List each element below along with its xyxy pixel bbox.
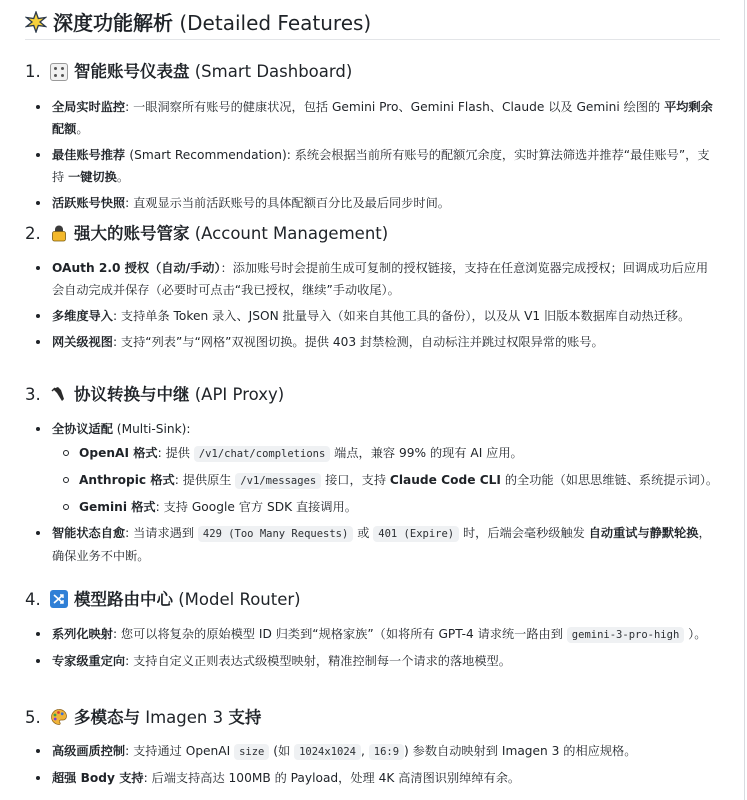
param-code: size [234,744,269,760]
multimodal-feature-list [25,740,720,793]
content-right-border [744,0,745,800]
router-feature-list [25,623,720,676]
sparkle-star-icon [25,11,47,41]
section-heading-smart-dashboard: 1. 智能账号仪表盘 (Smart Dashboard) [25,62,353,81]
param-code: 16:9 [369,744,404,760]
markdown-document [25,0,720,785]
list-item: 活跃账号快照: 直观显示当前活跃账号的具体配额百分比及最后同步时间。 [25,192,720,214]
list-item: 多维度导入: 支持单条 Token 录入、JSON 批量导入（如来自其他工具的备份），以及从 V1 旧版本数据库自动热迁移。 [25,305,720,327]
status-code: 401 (Expire) [373,526,459,542]
param-code: 1024x1024 [294,744,361,760]
list-item: 超强 Body 支持: 后端支持高达 100MB 的 Payload，处理 4K 高清图识别绰绰有余。 [25,767,720,789]
section-heading-multimodal: 5. 多模态与 Imagen 3 支持 [25,707,261,732]
list-item: 网关级视图: 支持“列表”与“网格”双视图切换。提供 403 封禁检测，自动标注并跳过权限异常的账号。 [25,331,720,353]
section-heading-model-router: 4. 模型路由中心 (Model Router) [25,590,301,609]
list-item: 全局实时监控: 一眼洞察所有账号的健康状况，包括 Gemini Pro、Gemini Flash、Claude 以及 Gemini 绘图的 平均剩余配额。 [25,96,720,140]
lock-icon [50,224,68,248]
list-item: 高级画质控制: 支持通过 OpenAI size (如 1024x1024 , 16:9 ) 参数自动映射到 Imagen 3 的相应规格。 [25,740,720,763]
list-item: 智能状态自愈: 当请求遇到 429 (Too Many Requests) 或 401 (Expire) 时，后端会毫秒级触发 自动重试与静默轮换，确保业务不中断。 [25,522,720,567]
shuffle-icon [50,590,68,608]
list-item: 系列化映射: 您可以将复杂的原始模型 ID 归类到“规格家族”（如将所有 GPT-4 请求统一路由到 gemini-3-pro-high ）。 [25,623,720,646]
endpoint-code: /v1/messages [235,473,321,489]
page-title: 深度功能解析 (Detailed Features) [25,0,720,40]
status-code: 429 (Too Many Requests) [198,526,353,542]
list-item: OAuth 2.0 授权（自动/手动）：添加账号时会提前生成可复制的授权链接，支持在任意浏览器完成授权；回调成功后应用会自动完成并保存（必要时可点击“我已授权，继续”手动收尾）。 [25,257,720,301]
sub-list-item: OpenAI 格式: 提供 /v1/chat/completions 端点，兼容 99% 的现有 AI 应用。 [52,442,747,465]
sub-list-item: Anthropic 格式: 提供原生 /v1/messages 接口，支持 Claude Code CLI 的全功能（如思思维链、系统提示词）。 [52,469,747,492]
section-heading-account-management: 2. 强大的账号管家 (Account Management) [25,223,388,248]
model-id-code: gemini-3-pro-high [567,627,684,643]
section-heading-api-proxy: 3. 协议转换与中继 (API Proxy) [25,384,284,409]
endpoint-code: /v1/chat/completions [194,446,330,462]
dashboard-feature-list [25,96,720,218]
proxy-feature-list [25,418,720,571]
dashboard-dice-icon [50,63,68,81]
palette-icon [50,708,68,732]
protocol-sublist [52,442,747,518]
plug-icon [50,385,68,409]
sub-list-item: Gemini 格式: 支持 Google 官方 SDK 直接调用。 [52,496,747,518]
list-item: 专家级重定向: 支持自定义正则表达式级模型映射，精准控制每一个请求的落地模型。 [25,650,720,672]
account-feature-list [25,257,720,357]
list-item: 全协议适配 (Multi-Sink): OpenAI 格式: 提供 /v1/chat/completions 端点，兼容 99% 的现有 AI 应用。 Anthropic 格式: 提供原生 /v1/messages 接口，支持 Claude Code CLI 的全功能（如思思维链、系统提示词）。 Gemini 格式: 支持 Google 官方 SDK 直接调用。 [25,418,720,518]
list-item: 最佳账号推荐 (Smart Recommendation): 系统会根据当前所有账号的配额冗余度，实时算法筛选并推荐“最佳账号”，支持 一键切换。 [25,144,720,188]
